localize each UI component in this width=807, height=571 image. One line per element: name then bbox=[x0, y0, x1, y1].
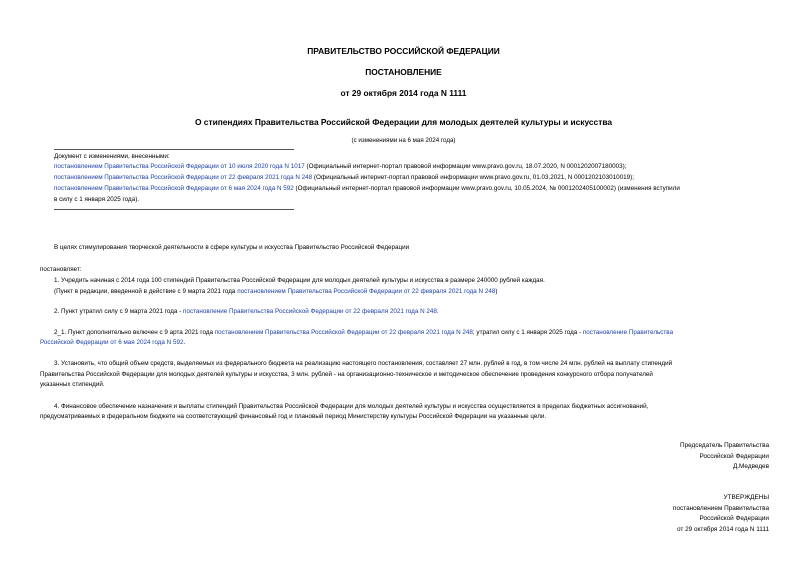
decides-word: постановляет: bbox=[40, 266, 82, 273]
document-title: О стипендиях Правительства Российской Федерации для молодых деятелей культуры и искусства bbox=[194, 117, 613, 127]
document-type: ПОСТАНОВЛЕНИЕ bbox=[365, 67, 442, 77]
changes-intro: Документ с изменениями, внесенными: bbox=[54, 153, 170, 160]
change-item: постановлением Правительства Российской Федерации от 6 мая 2024 года N 592 (Официальный интернет-портал правовой информации www.pravo.gov.ru, 10.05.2024, № 0001202405100002) (изменения вступили bbox=[54, 185, 680, 192]
change-item: постановлением Правительства Российской Федерации от 22 февраля 2021 года N 248 (Официальный интернет-портал правовой информации www.pravo.gov.ru, 01.03.2021, N 0001202103010019); bbox=[54, 174, 634, 181]
government-heading: ПРАВИТЕЛЬСТВО РОССИЙСКОЙ ФЕДЕРАЦИИ bbox=[307, 46, 500, 56]
amendment-note: (с изменениями на 6 мая 2024 года) bbox=[351, 137, 456, 144]
change-link-592[interactable]: постановлением Правительства Российской Федерации от 6 мая 2024 года N 592 bbox=[54, 185, 294, 192]
p2-link[interactable]: постановление Правительства Российской Федерации от 22 февраля 2021 года N 248 bbox=[183, 308, 437, 315]
p1-note-link[interactable]: постановлением Правительства Российской Федерации от 22 февраля 2021 года N 248 bbox=[237, 288, 496, 295]
paragraph-2-1-cont: Российской Федерации от 6 мая 2024 года N 592. bbox=[40, 339, 186, 346]
p21-link-592a[interactable]: постановление Правительства bbox=[582, 329, 674, 336]
signature-title: Председатель Правительства bbox=[680, 442, 769, 449]
approved-block bbox=[673, 493, 769, 535]
signature-name: Д.Медведев bbox=[732, 463, 769, 470]
change-link-1017[interactable]: постановлением Правительства Российской Федерации от 10 июля 2020 года N 1017 bbox=[54, 163, 305, 170]
paragraph-4-line-2: предусматриваемых в федеральном бюджете на соответствующий финансовый год и плановый период Министерству культуры Российской Федерации на указанные цели. bbox=[40, 413, 547, 420]
change-item-continuation: в силу с 1 января 2025 года). bbox=[54, 196, 140, 203]
approved-label: УТВЕРЖДЕНЫ bbox=[723, 494, 769, 501]
change-item: постановлением Правительства Российской Федерации от 10 июля 2020 года N 1017 (Официальный интернет-портал правовой информации www.pravo.gov.ru, 18.07.2020, N 0001202007180003); bbox=[54, 163, 627, 170]
paragraph-2-1: 2_1. Пункт дополнительно включен с 9 арта 2021 года постановлением Правительства Российской Федерации от 22 февраля 2021 года N 248; утратил силу с 1 января 2025 года - постановление Правительства bbox=[54, 329, 674, 336]
paragraph-3-line-2: Правительства Российской Федерации для молодых деятелей культуры и искусства, 3 млн. рублей - на организационно-техническое и методическое обеспечение проведения конкурсного отбора получателей bbox=[40, 371, 653, 378]
top-divider bbox=[54, 149, 294, 150]
approved-by: постановлением Правительства bbox=[673, 504, 769, 512]
preamble: В целях стимулирования творческой деятельности в сфере культуры и искусства Правительство Российской Федерации bbox=[54, 244, 410, 251]
signature-country: Российской Федерации bbox=[699, 452, 769, 460]
paragraph-3-line-1: 3. Установить, что общий объем средств, выделяемых из федерального бюджета на реализацию настоящего постановления, составляет 27 млн. рублей в год, в том числе 24 млн. рублей на выплату стипендий bbox=[54, 360, 673, 367]
approved-country: Российской Федерации bbox=[699, 515, 769, 522]
paragraph-1: 1. Учредить начиная с 2014 года 100 стипендий Правительства Российской Федерации для молодых деятелей культуры и искусства в размере 240000 рублей каждая. bbox=[54, 277, 545, 284]
p21-link-592b[interactable]: Российской Федерации от 6 мая 2024 года N 592 bbox=[40, 339, 184, 346]
p21-link-248[interactable]: постановлением Правительства Российской Федерации от 22 февраля 2021 года N 248 bbox=[214, 329, 473, 336]
paragraph-2: 2. Пункт утратил силу с 9 марта 2021 года - постановление Правительства Российской Федерации от 22 февраля 2021 года N 248. bbox=[54, 308, 439, 315]
paragraph-4-line-1: 4. Финансовое обеспечение назначения и выплаты стипендий Правительства Российской Федерации для молодых деятелей культуры и искусства осуществляется в пределах бюджетных ассигнований, bbox=[54, 403, 649, 410]
paragraph-1-note: (Пункт в редакции, введенной в действие с 9 марта 2021 года постановлением Правительства Российской Федерации от 22 февраля 2021 года N 248) bbox=[54, 288, 498, 295]
bottom-divider bbox=[54, 209, 294, 210]
approved-date: от 29 октября 2014 года N 1111 bbox=[676, 525, 769, 533]
document-date: от 29 октября 2014 года N 1111 bbox=[340, 88, 467, 98]
change-link-248[interactable]: постановлением Правительства Российской Федерации от 22 февраля 2021 года N 248 bbox=[54, 174, 313, 181]
paragraph-3-line-3: указанных стипендий. bbox=[40, 381, 105, 388]
signature-block bbox=[680, 441, 769, 473]
